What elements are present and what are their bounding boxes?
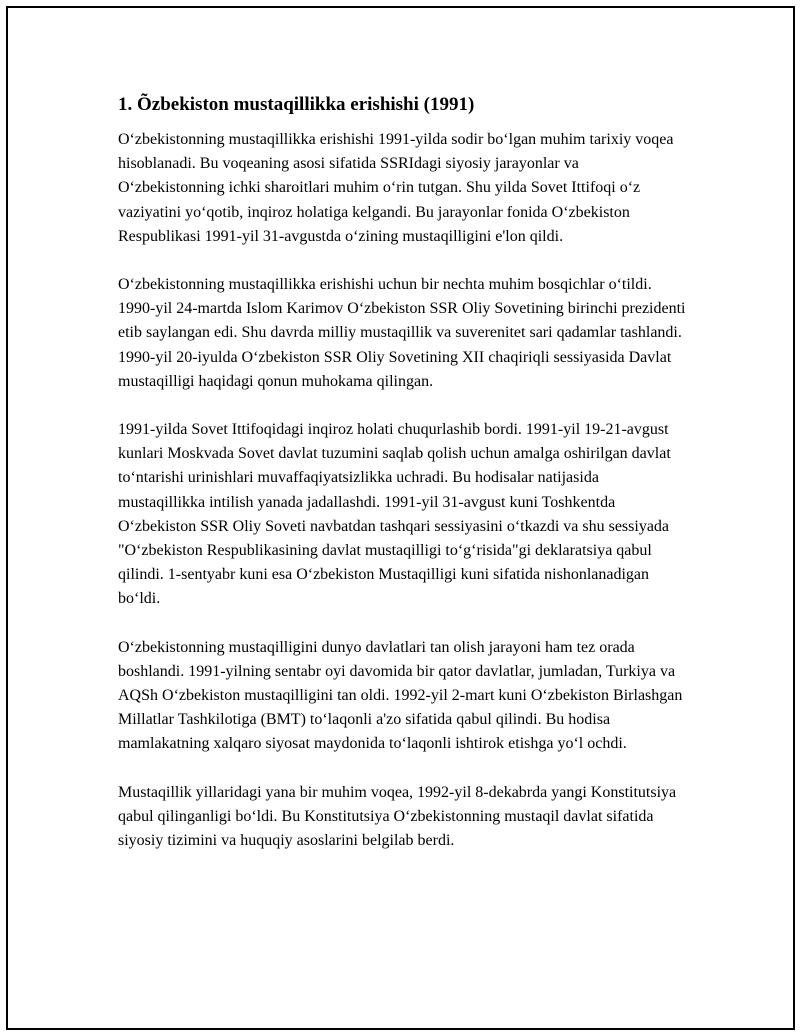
paragraph: Mustaqillik yillaridagi yana bir muhim voqea, 1992-yil 8-dekabrda yangi Konstitutsiya qabul qilinganligi bo‘ldi. Bu Konstitutsiya O‘zbekistonning mustaqil davlat sifatida siyosiy tizimini va huquqiy asoslarini belgilab berdi. bbox=[118, 783, 677, 850]
section-heading: 1. Õzbekiston mustaqillikka erishishi (1991) bbox=[118, 94, 475, 115]
paragraph: 1991-yilda Sovet Ittifoqidagi inqiroz holati chuqurlashib bordi. 1991-yil 19-21-avgust kunlari Moskvada Sovet davlat tuzumini saqlab qolish uchun amalga oshirilgan davlat to‘ntarishi urinishlari muvaffaqiyatsizlikka uchradi. Bu hodisalar natijasida mustaqillikka intilish yanada jadallashdi. 1991-yil 31-avgust kuni Toshkentda O‘zbekiston SSR Oliy Soveti navbatdan tashqari sessiyasini o‘tkazdi va shu sessiyada "O‘zbekiston Respublikasining davlat mustaqilligi to‘g‘risida"gi deklaratsiya qabul qilindi. 1-sentyabr kuni esa O‘zbekiston Mustaqilligi kuni sifatida nishonlanadigan bo‘ldi. bbox=[118, 421, 671, 608]
paragraph: O‘zbekistonning mustaqilligini dunyo davlatlari tan olish jarayoni ham tez orada boshlandi. 1991-yilning sentabr oyi davomida bir qator davlatlar, jumladan, Turkiya va AQSh O‘zbekiston mustaqilligini tan oldi. 1992-yil 2-mart kuni O‘zbekiston Birlashgan Millatlar Tashkilotiga (BMT) to‘laqonli a'zo sifatida qabul qilindi. Bu hodisa mamlakatning xalqaro siyosat maydonida to‘laqonli ishtirok etishga yo‘l ochdi. bbox=[118, 638, 683, 753]
paragraph: O‘zbekistonning mustaqillikka erishishi 1991-yilda sodir bo‘lgan muhim tarixiy voqea hisoblanadi. Bu voqeaning asosi sifatida SSRIdagi siyosiy jarayonlar va O‘zbekistonning ichki sharoitlari muhim o‘rin tutgan. Shu yilda Sovet Ittifoqi o‘z vaziyatini yo‘qotib, inqiroz holatiga kelgandi. Bu jarayonlar fonida O‘zbekiston Respublikasi 1991-yil 31-avgustda o‘zining mustaqilligini e'lon qildi. bbox=[118, 131, 674, 245]
paragraph: O‘zbekistonning mustaqillikka erishishi uchun bir nechta muhim bosqichlar o‘tildi. 1990-yil 24-martda Islom Karimov O‘zbekiston SSR Oliy Sovetining birinchi prezidenti etib saylangan edi. Shu davrda milliy mustaqillik va suverenitet sari qadamlar tashlandi. 1990-yil 20-iyulda O‘zbekiston SSR Oliy Sovetining XII chaqiriqli sessiyasida Davlat mustaqilligi haqidagi qonun muhokama qilingan. bbox=[118, 276, 686, 390]
document-body bbox=[118, 92, 688, 877]
